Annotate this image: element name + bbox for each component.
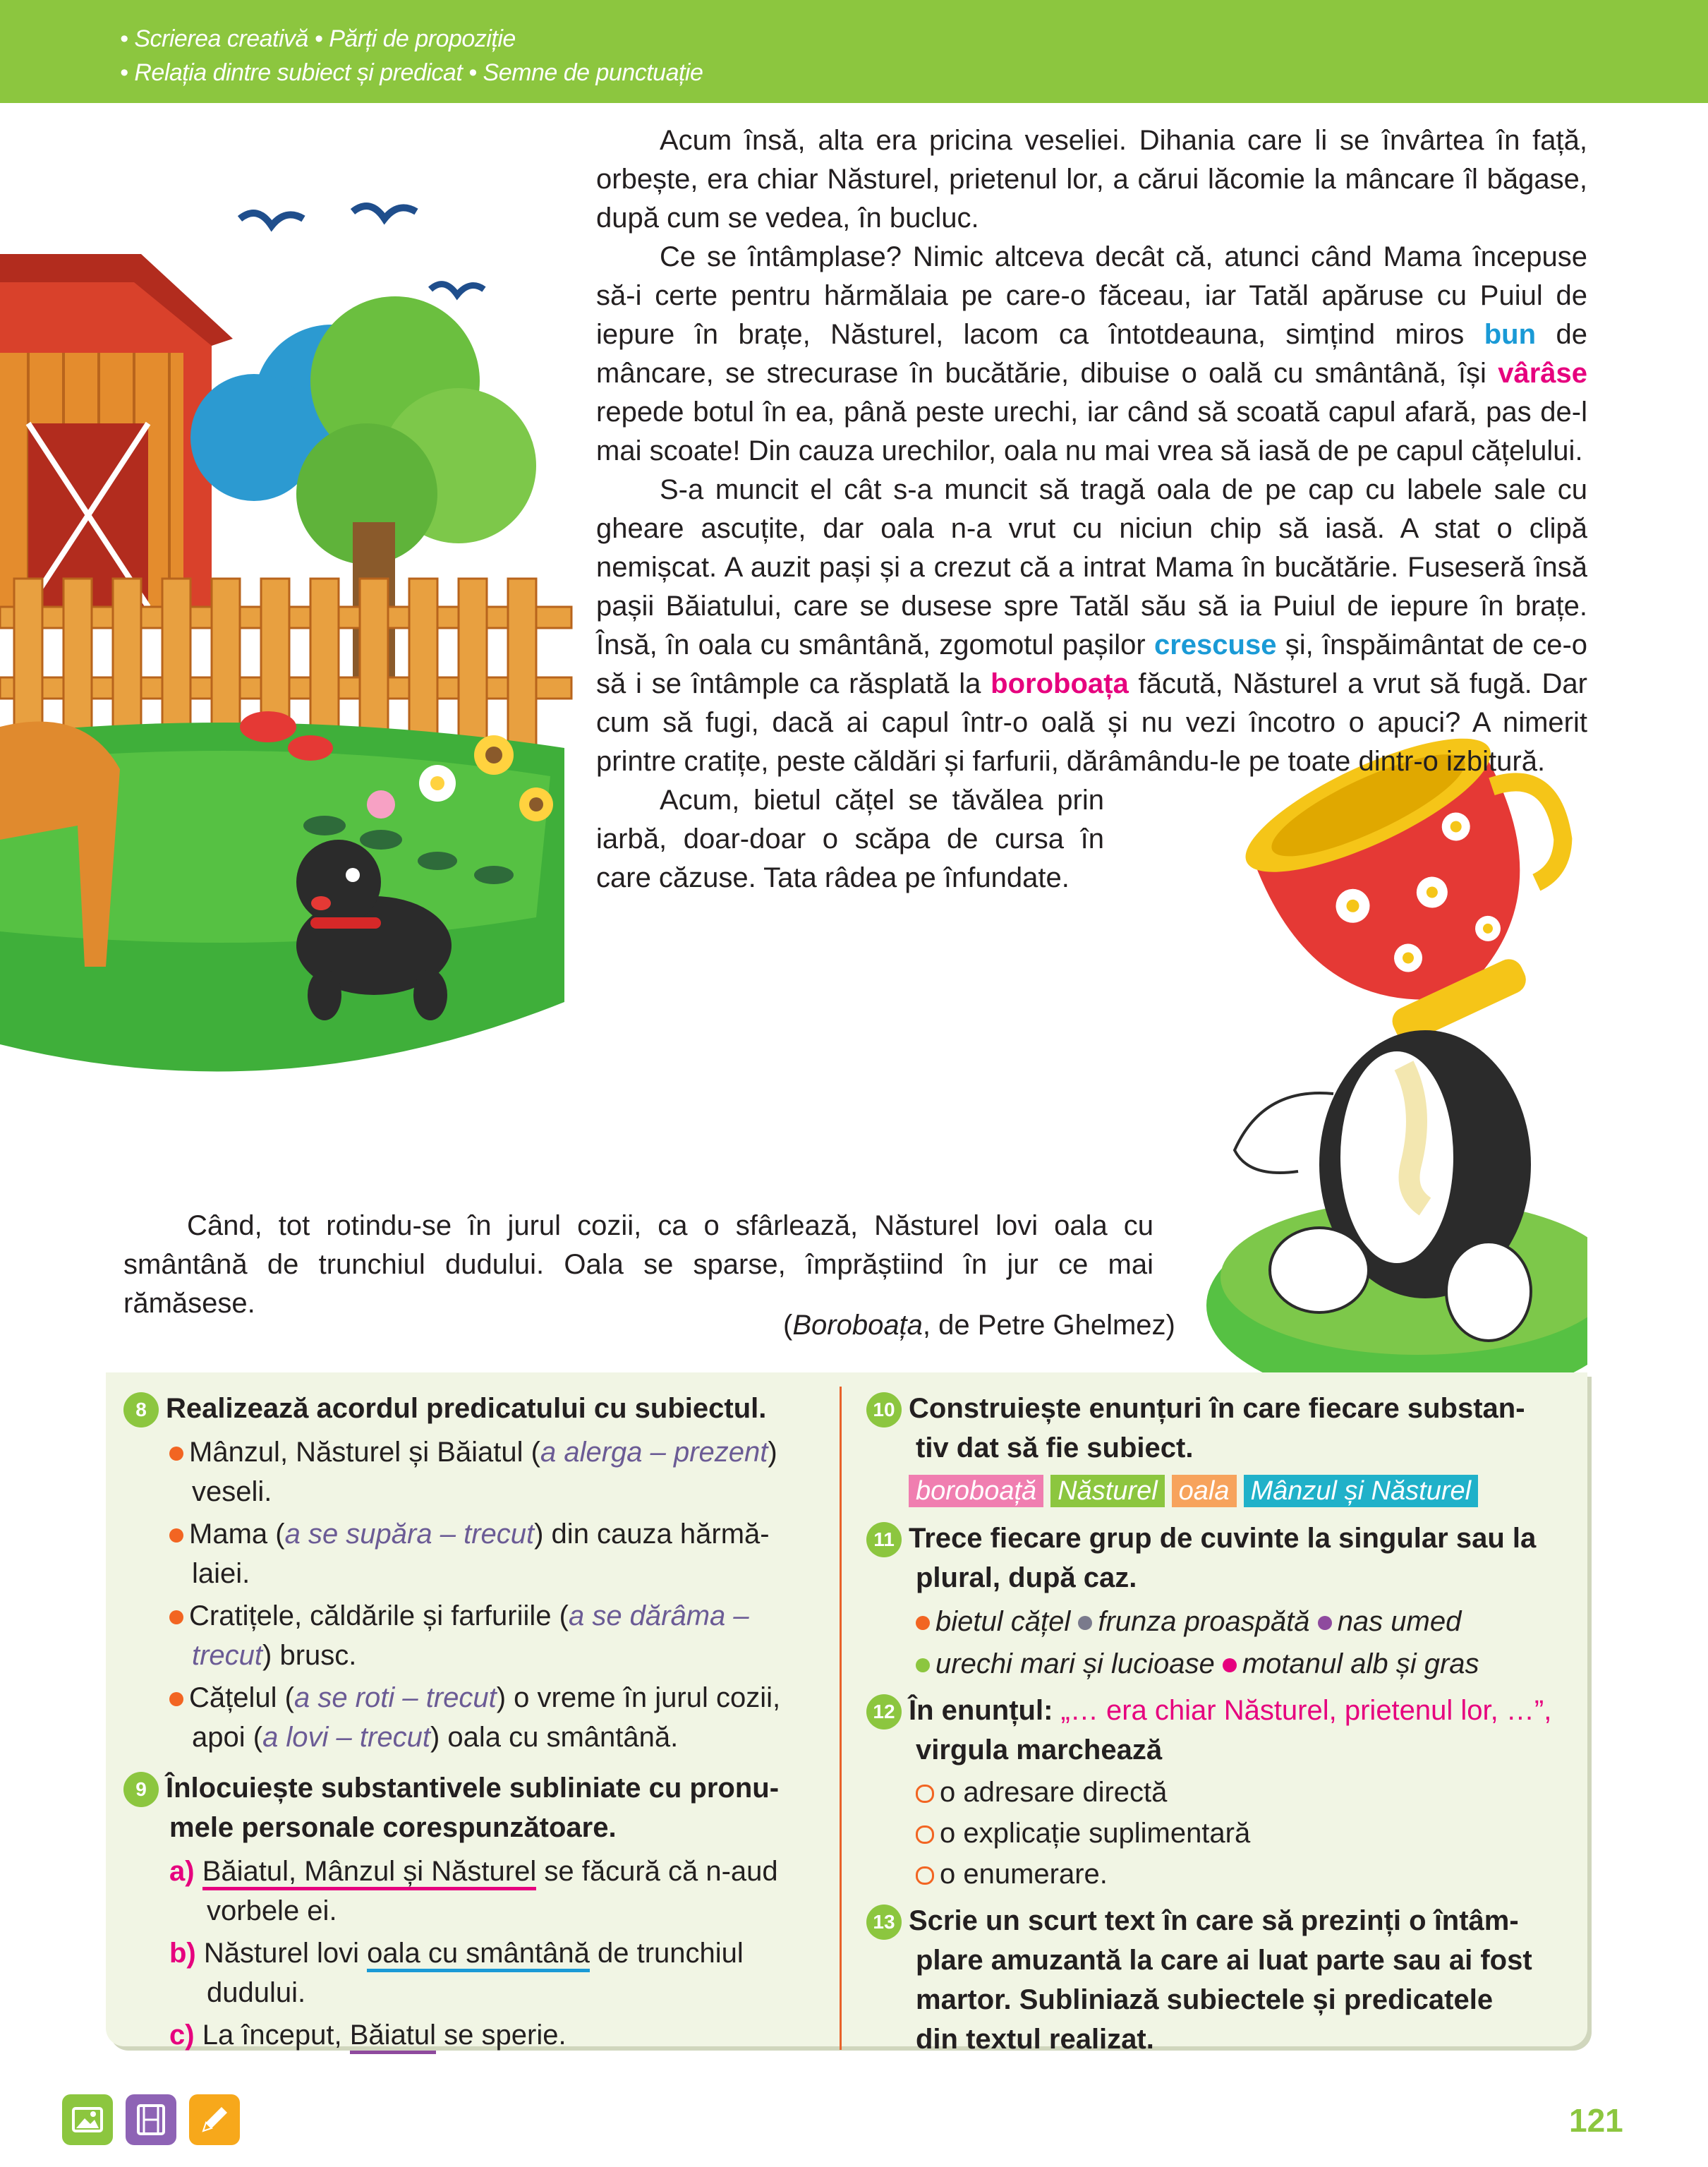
page-number: 121 bbox=[1569, 2102, 1623, 2139]
exercise-8-item-1: Mânzul, Năsturel și Băiatul (a alerga – prezent) bbox=[169, 1432, 777, 1472]
exercise-number-badge: 8 bbox=[123, 1392, 159, 1427]
exercise-13-line-2: plare amuzantă la care ai luat parte sau ai fost bbox=[916, 1945, 1532, 1976]
bullet-icon bbox=[169, 1528, 183, 1543]
farm-illustration bbox=[0, 169, 579, 1115]
story-paragraph-3: S-a muncit el cât s-a muncit să tragă oala de pe cap cu labele sale cu gheare ascuțite, dar oala n-a vrut cu niciun chip să iasă. A stat o clipă nemișcat. A auzit pași și a crezut că a intrat Mama în bucătărie. Fuseseră însă pașii Băiatului, care se dusese spre Tatăl său să ia Puiul de iepure în brațe. Însă, în oala cu smântână, zgomotul pașilor crescuse și, înspăimântat de ce-o să i se întâmple ca răsplată la boroboața făcută, Năsturel a vrut să fugă. Dar cum să fugi, dacă ai capul într-o oală și nu vezi încotro o apuci? A nimerit printre cratițe, peste căldări și farfurii, dărâmându-le pe toate dintr-o izbitură. bbox=[596, 474, 1588, 777]
exercise-10-title-cont: tiv dat să fie subiect. bbox=[916, 1432, 1194, 1463]
exercise-9-item-a-cont: vorbele ei. bbox=[207, 1895, 337, 1926]
exercise-8-item-1-cont: veseli. bbox=[192, 1476, 272, 1507]
exercise-number-badge: 11 bbox=[866, 1522, 902, 1557]
bullet-icon bbox=[169, 1447, 183, 1461]
exercise-9-item-a: a) Băiatul, Mânzul și Năsturel se făcură că n-aud bbox=[169, 1852, 778, 1891]
exercise-9-title: 9 Înlocuiește substantivele subliniate cu pronu- bbox=[123, 1768, 779, 1808]
word-tag: oala bbox=[1172, 1475, 1237, 1507]
highlight-word-crescuse: crescuse bbox=[1153, 629, 1277, 660]
word-tag: Năsturel bbox=[1050, 1475, 1165, 1507]
exercise-12-title: 12 În enunțul: „… era chiar Năsturel, prietenul lor, …”, bbox=[866, 1691, 1551, 1730]
exercise-number-badge: 10 bbox=[866, 1392, 902, 1427]
bullet-icon bbox=[1223, 1658, 1237, 1672]
exercise-9-item-c: c) La început, Băiatul se sperie. bbox=[169, 2015, 567, 2055]
story-paragraph-5: Când, tot rotindu-se în jurul cozii, ca o sfârlează, Năsturel lovi oala cu smântână de trunchiul dudului. Oala se sparse, împrăștiind în jur ce mai rămăsese. bbox=[123, 1210, 1153, 1319]
exercise-12-option-1[interactable]: o adresare directă bbox=[916, 1773, 1167, 1812]
exercise-number-badge: 13 bbox=[866, 1905, 902, 1940]
image-icon bbox=[62, 2094, 113, 2145]
exercise-11-words-line-1: bietul cățel frunza proaspătă nas umed bbox=[916, 1602, 1461, 1641]
exercise-8-title: 8 Realizează acordul predicatului cu subiectul. bbox=[123, 1389, 766, 1428]
bullet-icon bbox=[169, 1692, 183, 1706]
exercise-13-line-4: din textul realizat. bbox=[916, 2024, 1154, 2055]
underlined-subject: Băiatul, Mânzul și Năsturel bbox=[202, 1856, 537, 1890]
exercise-8-item-4-cont: apoi (a lovi – trecut) oala cu smântână. bbox=[192, 1722, 679, 1753]
underlined-subject: Băiatul bbox=[350, 2020, 436, 2054]
highlight-word-boroboata: boroboața bbox=[991, 668, 1129, 699]
exercise-11-title-cont: plural, după caz. bbox=[916, 1562, 1137, 1593]
pencil-icon bbox=[189, 2094, 240, 2145]
chapter-topics-line-2: • Relația dintre subiect și predicat • Semne de punctuație bbox=[120, 59, 703, 86]
exercise-number-badge: 9 bbox=[123, 1772, 159, 1807]
image-gallery-button[interactable] bbox=[62, 2094, 113, 2145]
exercise-edit-button[interactable] bbox=[189, 2094, 240, 2145]
exercise-11-title: 11 Trece fiecare grup de cuvinte la singular sau la bbox=[866, 1519, 1536, 1558]
bullet-icon bbox=[1078, 1616, 1092, 1630]
exercise-8-item-2-cont: laiei. bbox=[192, 1558, 250, 1589]
column-divider bbox=[840, 1387, 842, 2050]
word-tag: Mânzul și Năsturel bbox=[1244, 1475, 1479, 1507]
story-source: (Boroboața, de Petre Ghelmez) bbox=[783, 1310, 1175, 1341]
quoted-sentence: „… era chiar Năsturel, prietenul lor, …”, bbox=[1060, 1695, 1552, 1726]
exercise-13-line-3: martor. Subliniază subiectele și predicatele bbox=[916, 1984, 1494, 2015]
exercise-12-option-2[interactable]: o explicație suplimentară bbox=[916, 1813, 1250, 1853]
radio-circle-icon[interactable] bbox=[916, 1785, 934, 1803]
bullet-icon bbox=[1318, 1616, 1332, 1630]
chapter-topics-line-1: • Scrierea creativă • Părți de propoziție bbox=[120, 25, 516, 52]
exercise-number-badge: 12 bbox=[866, 1694, 902, 1730]
underlined-noun: oala cu smântână bbox=[367, 1938, 590, 1972]
bullet-icon bbox=[916, 1658, 930, 1672]
exercise-9-item-b: b) Năsturel lovi oala cu smântână de trunchiul bbox=[169, 1933, 744, 1973]
bullet-icon bbox=[916, 1616, 930, 1630]
exercise-10-word-tags bbox=[909, 1471, 1485, 1510]
exercise-9-title-cont: mele personale corespunzătoare. bbox=[169, 1812, 617, 1843]
exercise-8-item-2: Mama (a se supăra – trecut) din cauza hărmă- bbox=[169, 1514, 770, 1554]
exercise-8-item-4: Cățelul (a se roti – trecut) o vreme în jurul cozii, bbox=[169, 1678, 780, 1718]
exercise-8-item-3-cont: trecut) brusc. bbox=[192, 1640, 357, 1671]
story-text bbox=[596, 121, 1587, 898]
bullet-icon bbox=[169, 1610, 183, 1624]
word-tag: boroboață bbox=[909, 1475, 1043, 1507]
exercise-12-title-cont: virgula marchează bbox=[916, 1734, 1163, 1765]
story-paragraph-4: Acum, bietul cățel se tăvălea prin iarbă, doar-doar o scăpa de cursa în care căzuse. Tata râdea pe înfundate. bbox=[596, 785, 1104, 893]
radio-circle-icon[interactable] bbox=[916, 1866, 934, 1885]
video-button[interactable] bbox=[126, 2094, 176, 2145]
exercise-8-item-3: Cratițele, căldările și farfuriile (a se dărâma – bbox=[169, 1596, 749, 1636]
highlight-word-varase: vârâse bbox=[1498, 358, 1587, 389]
film-icon bbox=[126, 2094, 176, 2145]
exercise-13-title: 13 Scrie un scurt text în care să prezinți o întâm- bbox=[866, 1901, 1519, 1940]
exercise-10-title: 10 Construiește enunțuri în care fiecare substan- bbox=[866, 1389, 1525, 1428]
chapter-header-bar bbox=[0, 0, 1708, 103]
story-paragraph-1: Acum însă, alta era pricina veseliei. Dihania care li se învârtea în față, orbește, era chiar Năsturel, prietenul lor, a cărui lăcomie la mâncare îl băgase, după cum se vedea, în bucluc. bbox=[596, 125, 1587, 234]
highlight-word-bun: bun bbox=[1484, 319, 1537, 350]
exercise-12-option-3[interactable]: o enumerare. bbox=[916, 1854, 1108, 1894]
story-paragraph-2: Ce se întâmplase? Nimic altceva decât că, atunci când Mama începuse să-i certe pentru hărmălaia pe care-o făceau, iar Tatăl apăruse cu Puiul de iepure în brațe, Năsturel, lacom ca întotdeauna, simțind miros bun de mâncare, se strecurase în bucătărie, dibuise o oală cu smântână, își vârâse repede botul în ea, până peste urechi, iar când să scoată capul afară, pas de-l mai scoate! Din cauza urechilor, oala nu mai vrea să iasă de pe capul cățelului. bbox=[596, 241, 1587, 466]
exercise-9-item-b-cont: dudului. bbox=[207, 1977, 306, 2008]
radio-circle-icon[interactable] bbox=[916, 1825, 934, 1844]
exercise-11-words-line-2: urechi mari și lucioase motanul alb și gras bbox=[916, 1644, 1479, 1684]
